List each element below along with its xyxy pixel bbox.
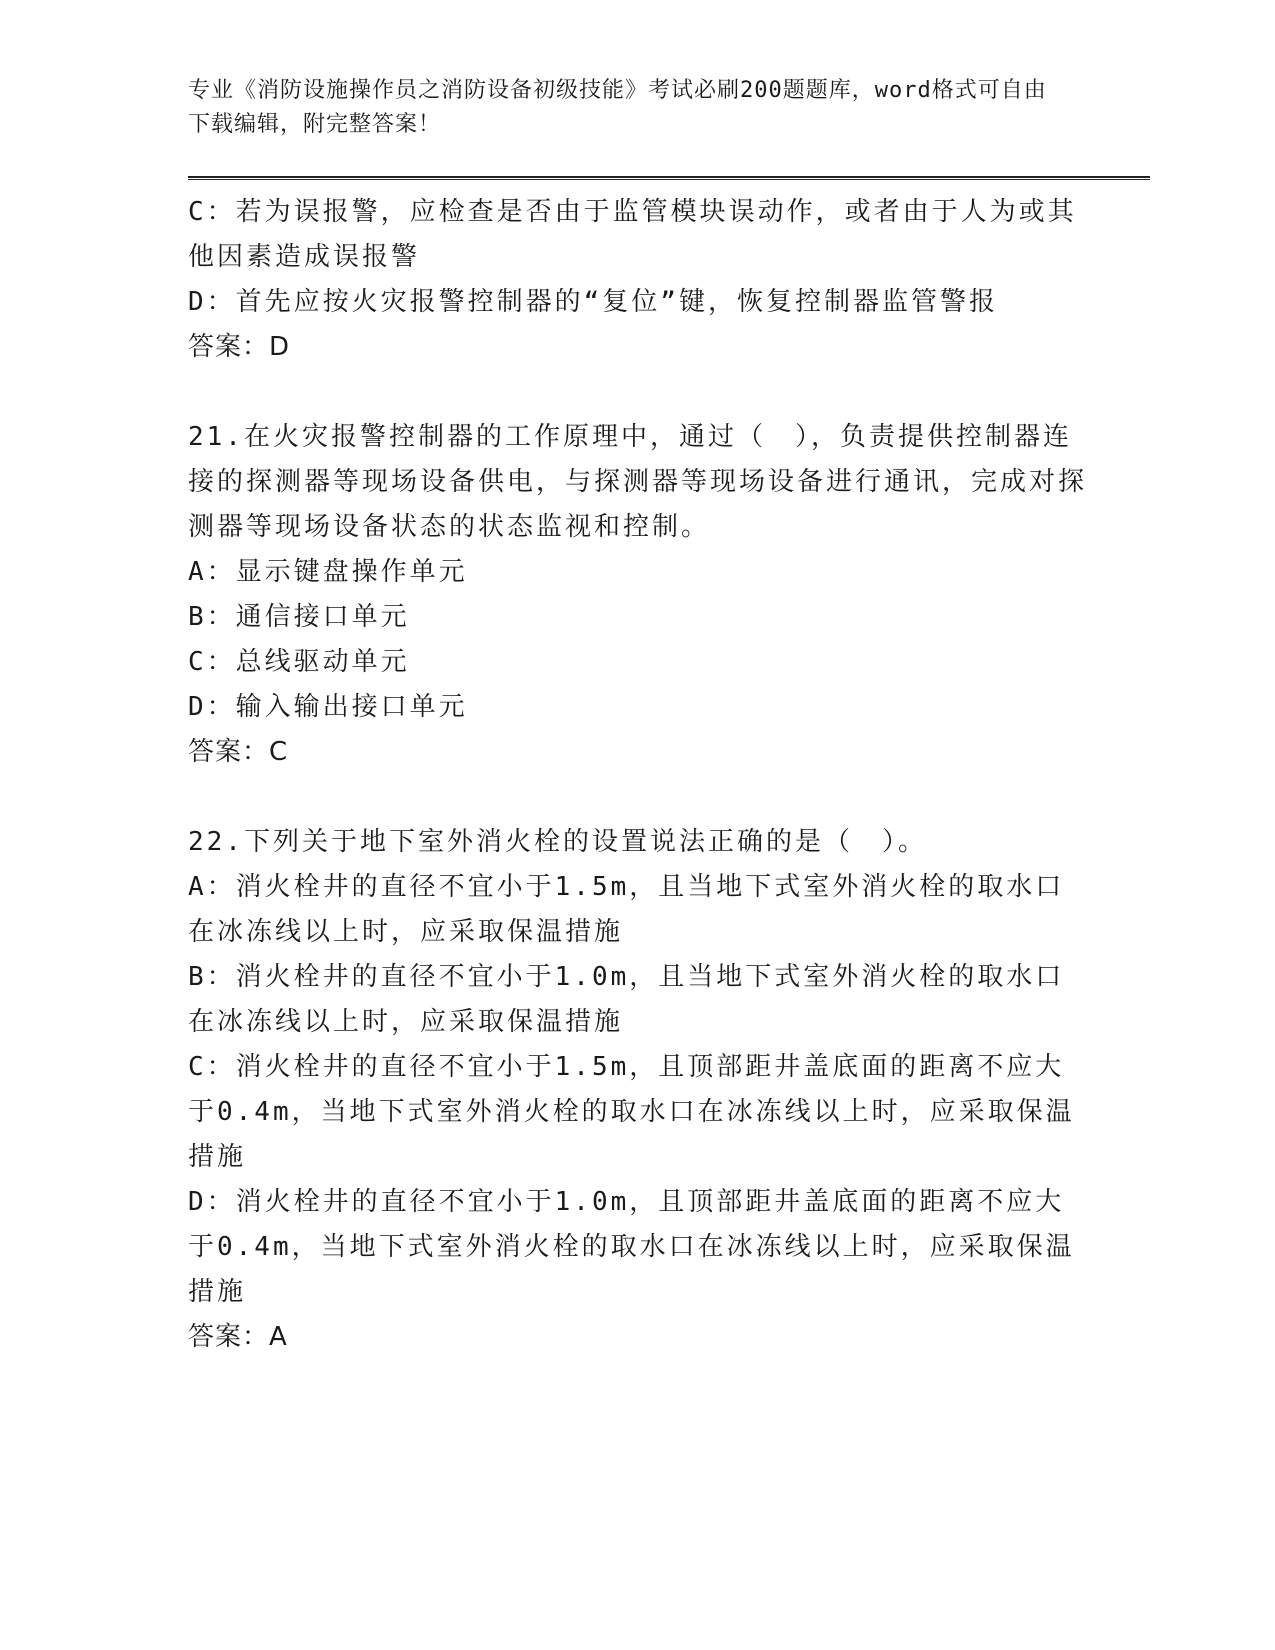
option-d: D：首先应按火灾报警控制器的“复位”键，恢复控制器监管警报 xyxy=(188,287,998,317)
option-c: C：若为误报警，应检查是否由于监管模块误动作，或者由于人为或其他因素造成误报警 xyxy=(188,197,1077,272)
option-b: B：消火栓井的直径不宜小于1.0m，且当地下式室外消火栓的取水口在冰冻线以上时，应采取保温措施 xyxy=(188,962,1065,1037)
question-20-tail xyxy=(188,190,1088,370)
answer: 答案：A xyxy=(188,1322,288,1352)
option-d: D：消火栓井的直径不宜小于1.0m，且顶部距井盖底面的距离不应大于0.4m，当地下式室外消火栓的取水口在冰冻线以上时，应采取保温措施 xyxy=(188,1187,1075,1307)
answer: 答案：C xyxy=(188,737,289,767)
option-a: A：显示键盘操作单元 xyxy=(188,557,468,587)
answer: 答案：D xyxy=(188,332,291,362)
option-a: A：消火栓井的直径不宜小于1.5m，且当地下式室外消火栓的取水口在冰冻线以上时，应采取保温措施 xyxy=(188,872,1065,947)
question-content xyxy=(188,190,1088,1360)
spacer xyxy=(188,775,1088,820)
question-22 xyxy=(188,820,1088,1360)
header-divider xyxy=(188,176,1150,180)
document-header xyxy=(188,74,1068,142)
spacer xyxy=(188,370,1088,415)
option-c: C：总线驱动单元 xyxy=(188,647,410,677)
header-title: 专业《消防设施操作员之消防设备初级技能》考试必刷200题题库，word格式可自由下载编辑，附完整答案！ xyxy=(188,78,1047,137)
question-21 xyxy=(188,415,1088,775)
option-b: B：通信接口单元 xyxy=(188,602,410,632)
option-c: C：消火栓井的直径不宜小于1.5m，且顶部距井盖底面的距离不应大于0.4m，当地下式室外消火栓的取水口在冰冻线以上时，应采取保温措施 xyxy=(188,1052,1075,1172)
option-d: D：输入输出接口单元 xyxy=(188,692,468,722)
question-stem: 21.在火灾报警控制器的工作原理中，通过（ ），负责提供控制器连接的探测器等现场设备供电，与探测器等现场设备进行通讯，完成对探测器等现场设备状态的状态监视和控制。 xyxy=(188,422,1088,542)
question-stem: 22.下列关于地下室外消火栓的设置说法正确的是（ ）。 xyxy=(188,827,927,857)
